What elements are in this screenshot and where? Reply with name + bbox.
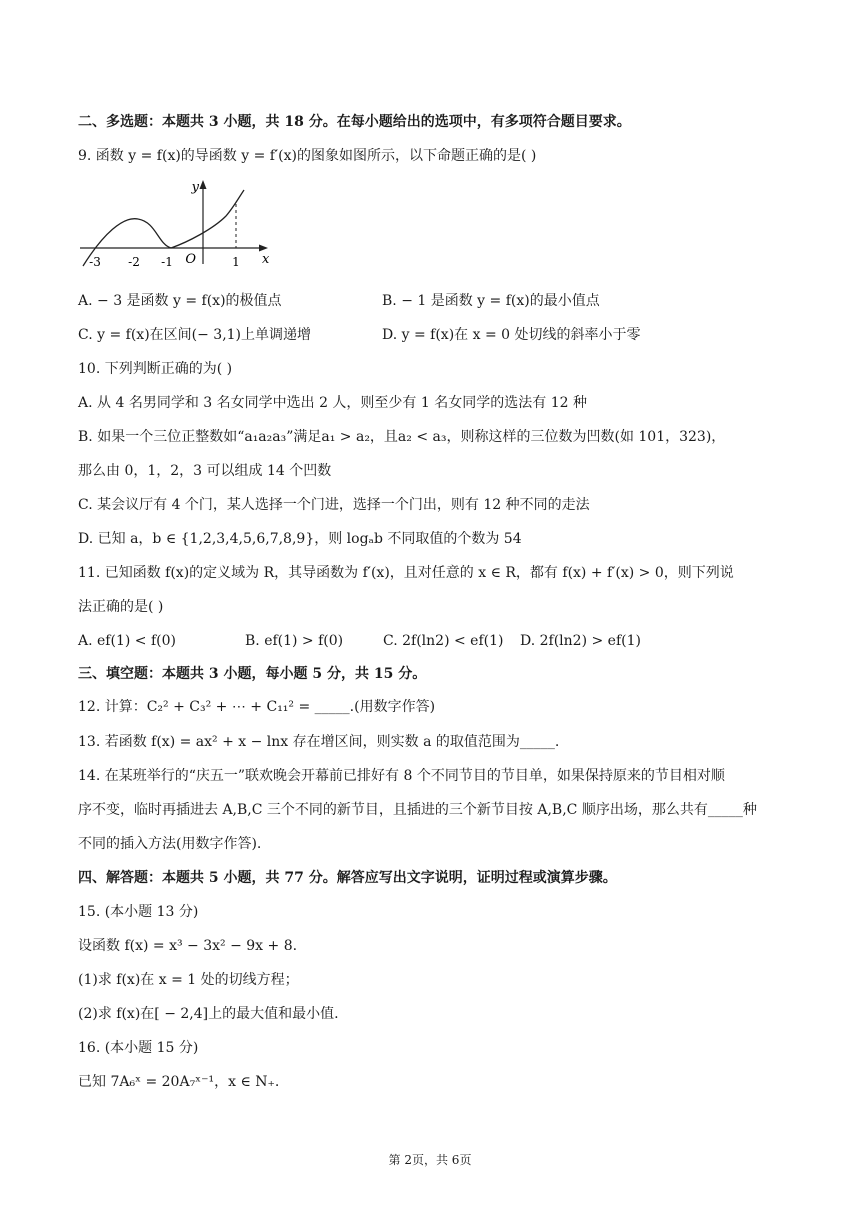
section-fill-in-heading: 三、填空题：本题共 3 小题，每小题 5 分，共 15 分。 bbox=[78, 666, 427, 682]
q11-stem-line2: 法正确的是( ) bbox=[78, 599, 164, 615]
q14-line3: 不同的插入方法(用数字作答). bbox=[78, 836, 262, 852]
q15-part1: (1)求 f(x)在 x = 1 处的切线方程； bbox=[78, 972, 299, 988]
q16-heading: 16. (本小题 15 分) bbox=[78, 1040, 199, 1056]
section-solution-heading: 四、解答题：本题共 5 小题，共 77 分。解答应写出文字说明，证明过程或演算步骤。 bbox=[78, 870, 617, 886]
q11-option-a: A. ef(1) < f(0) bbox=[78, 633, 176, 649]
q11-option-c: C. 2f(ln2) < ef(1) bbox=[383, 633, 504, 649]
page-number-footer: 第 2页，共 6页 bbox=[388, 1153, 472, 1167]
section-multiple-choice-heading: 二、多选题：本题共 3 小题，共 18 分。在每小题给出的选项中，有多项符合题目要求。 bbox=[78, 114, 631, 130]
q15-heading: 15. (本小题 13 分) bbox=[78, 904, 199, 920]
q9-option-d: D. y = f(x)在 x = 0 处切线的斜率小于零 bbox=[382, 327, 641, 343]
tick-label: -1 bbox=[161, 255, 173, 269]
q15-part2: (2)求 f(x)在[ − 2,4]上的最大值和最小值. bbox=[78, 1006, 339, 1022]
q14-line1: 14. 在某班举行的“庆五一”联欢晚会开幕前已排好有 8 个不同节目的节目单，如果保持原来的节目相对顺 bbox=[78, 768, 725, 784]
q10-stem: 10. 下列判断正确的为( ) bbox=[78, 361, 233, 377]
q10-option-b-line2: 那么由 0，1，2，3 可以组成 14 个凹数 bbox=[78, 463, 332, 479]
tick-label: -2 bbox=[128, 255, 140, 269]
q15-statement: 设函数 f(x) = x³ − 3x² − 9x + 8. bbox=[78, 938, 298, 954]
tick-label: -3 bbox=[89, 255, 101, 269]
origin-label: O bbox=[185, 252, 196, 267]
q10-option-a: A. 从 4 名男同学和 3 名女同学中选出 2 人，则至少有 1 名女同学的选法有 12 种 bbox=[78, 395, 587, 411]
tick-label: 1 bbox=[232, 255, 240, 269]
q11-option-d: D. 2f(ln2) > ef(1) bbox=[520, 633, 641, 649]
q16-statement: 已知 7A₆ˣ = 20A₇ˣ⁻¹，x ∈ N₊. bbox=[78, 1074, 280, 1090]
q12: 12. 计算：C₂² + C₃² + ⋯ + C₁₁² = _____.(用数字作答) bbox=[78, 699, 436, 715]
q10-option-b-line1: B. 如果一个三位正整数如“a₁a₂a₃”满足a₁ > a₂，且a₂ < a₃，则称这样的三位数为凹数(如 101，323)， bbox=[78, 429, 726, 445]
q9-derivative-graph bbox=[78, 174, 278, 274]
q11-option-b: B. ef(1) > f(0) bbox=[245, 633, 344, 649]
q10-option-d: D. 已知 a，b ∈ {1,2,3,4,5,6,7,8,9}，则 logₐb 不同取值的个数为 54 bbox=[78, 531, 522, 547]
x-axis-label: x bbox=[262, 252, 270, 267]
q9-option-b: B. − 1 是函数 y = f(x)的最小值点 bbox=[382, 293, 600, 309]
q13: 13. 若函数 f(x) = ax² + x − lnx 存在增区间，则实数 a 的取值范围为_____. bbox=[78, 734, 560, 750]
q10-option-c: C. 某会议厅有 4 个门，某人选择一个门进，选择一个门出，则有 12 种不同的走法 bbox=[78, 497, 590, 513]
q9-option-c: C. y = f(x)在区间(− 3,1)上单调递增 bbox=[78, 327, 312, 343]
q9-stem: 9. 函数 y = f(x)的导函数 y = f′(x)的图象如图所示，以下命题正确的是( ) bbox=[78, 148, 537, 164]
y-axis-label: y bbox=[191, 180, 199, 195]
q11-stem-line1: 11. 已知函数 f(x)的定义域为 R，其导函数为 f′(x)，且对任意的 x ∈ R，都有 f(x) + f′(x) > 0，则下列说 bbox=[78, 565, 734, 581]
q9-option-a: A. − 3 是函数 y = f(x)的极值点 bbox=[78, 293, 282, 309]
q14-line2: 序不变，临时再插进去 A,B,C 三个不同的新节目，且插进的三个新节目按 A,B,C 顺序出场，那么共有_____种 bbox=[78, 802, 757, 818]
